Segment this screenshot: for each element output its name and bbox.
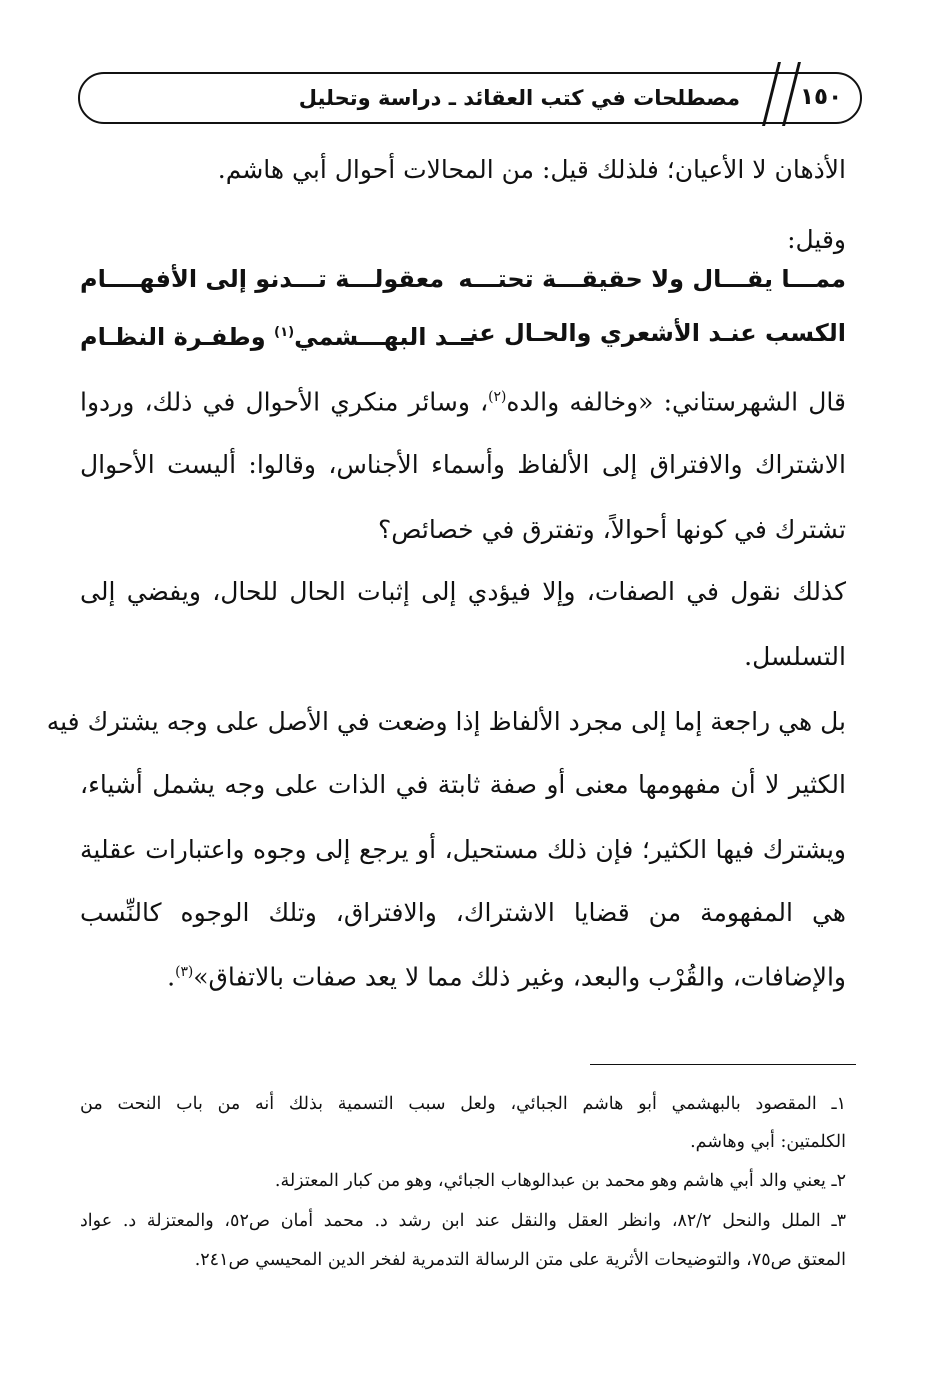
body-line: هي المفهومة من قضايا الاشتراك، والافتراق، وتلك الوجوه كالنِّسب — [80, 898, 846, 927]
footnote-1-cont: الكلمتين: أبي وهاشم. — [690, 1132, 846, 1152]
footnote-3: ٣ـ الملل والنحل ٨٢/٢، وانظر العقل والنقل عند ابن رشد د. محمد أمان ص٥٢، والمعتزلة د. عواد — [80, 1211, 846, 1231]
body-line: التسلسل. — [744, 642, 846, 671]
body-line: والإضافات، والقُرْب والبعد، وغير ذلك مما لا يعد صفات بالاتفاق»$^{(٣)}$. — [167, 962, 846, 992]
footnote-ref: (٢) — [488, 389, 507, 405]
body-line: قال الشهرستاني: «وخالفه والده$^{(٢)}$، وسائر منكري الأحوال في ذلك، وردوا — [80, 387, 846, 417]
footnote-1: ١ـ المقصود بالبهشمي أبو هاشم الجبائي، ولعل سبب التسمية بذلك أنه من باب النحت من — [80, 1094, 846, 1114]
poem-verse2-first-hemistich: الكسب عنـد الأشعري والحـال عنـ — [461, 319, 846, 347]
running-header-title: مصطلحات في كتب العقائد ـ دراسة وتحليل — [298, 86, 740, 110]
footnote-2: ٢ـ يعني والد أبي هاشم وهو محمد بن عبدالوهاب الجبائي، وهو من كبار المعتزلة. — [274, 1171, 846, 1191]
body-line: تشترك في كونها أحوالاً، وتفترق في خصائص؟ — [378, 515, 846, 544]
poem-verse2-second-hemistich: ـــد البهـــشمي$^{(١)}$ وطفـرة النظـام — [80, 323, 474, 351]
body-line: بل هي راجعة إما إلى مجرد الألفاظ إذا وضعت في الأصل على وجه يشترك فيه — [46, 707, 846, 736]
footnote-3-cont: المعتق ص٧٥، والتوضيحات الأثرية على متن الرسالة التدمرية لفخر الدين المحيسي ص٢٤١. — [194, 1250, 846, 1270]
body-line: وقيل: — [787, 225, 846, 254]
body-line: الأذهان لا الأعيان؛ فلذلك قيل: من المحالات أحوال أبي هاشم. — [217, 155, 846, 184]
body-line: الاشتراك والافتراق إلى الألفاظ وأسماء الأجناس، وقالوا: أليست الأحوال — [80, 450, 846, 479]
page-number: ١٥٠ — [800, 84, 843, 110]
body-line: ويشترك فيها الكثير؛ فإن ذلك مستحيل، أو يرجع إلى وجوه واعتبارات عقلية — [80, 835, 846, 864]
poem-verse1-second-hemistich: معقولـــة تـــدنو إلى الأفهــــام — [80, 265, 445, 293]
body-line: كذلك نقول في الصفات، وإلا فيؤدي إلى إثبات الحال للحال، ويفضي إلى — [80, 577, 846, 606]
footnote-ref: (٣) — [175, 964, 194, 980]
footnote-ref: (١) — [274, 325, 295, 340]
poem-verse1-first-hemistich: ممـــا يقـــال ولا حقيقـــة تحتـــه — [458, 265, 846, 293]
footnote-separator — [590, 1064, 856, 1065]
body-line: الكثير لا أن مفهومها معنى أو صفة ثابتة في الذات على وجه يشمل أشياء، — [80, 770, 846, 799]
